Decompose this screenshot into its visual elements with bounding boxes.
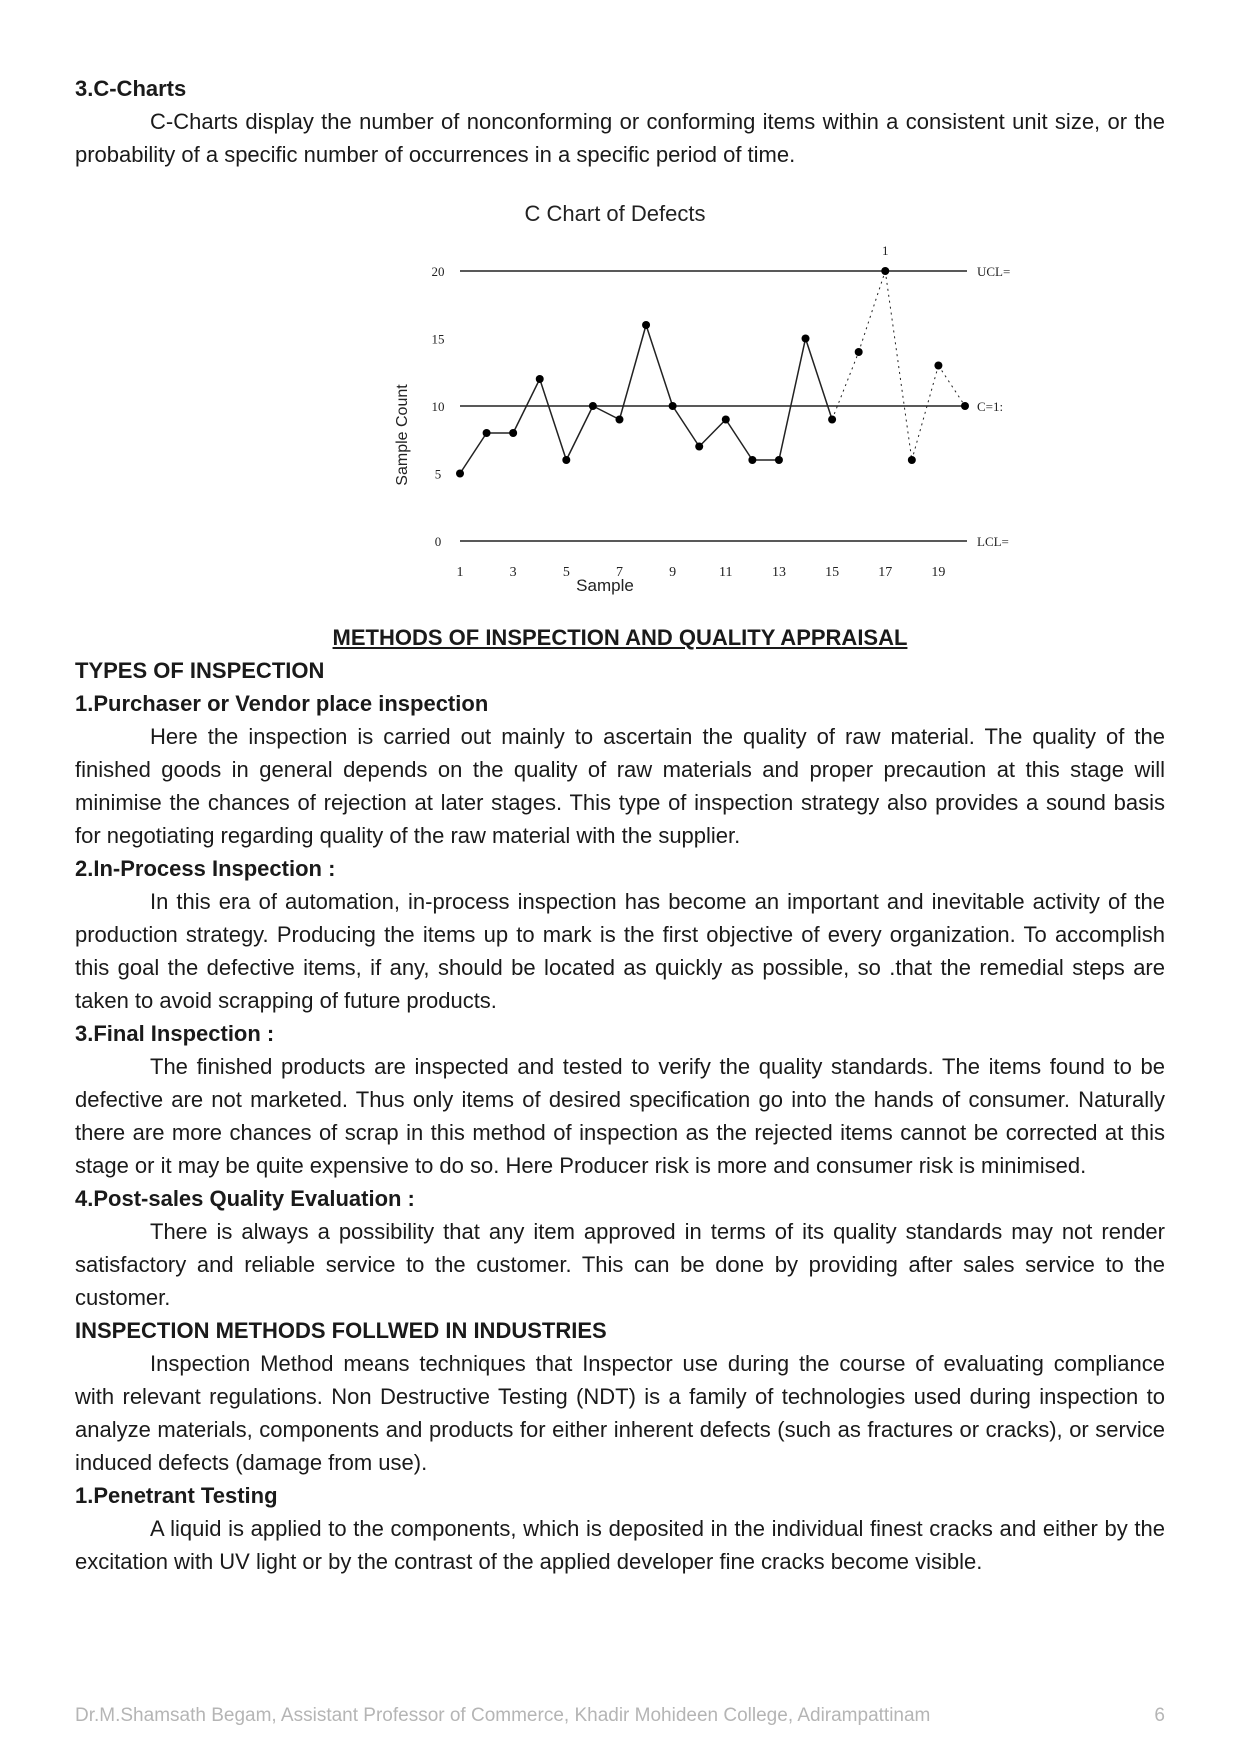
x-tick-label: 3	[509, 565, 517, 580]
data-point	[615, 416, 623, 424]
chart-ylabel: Sample Count	[394, 384, 411, 486]
x-tick-label: 9	[669, 565, 677, 580]
out-of-control-marker: 1	[882, 243, 889, 258]
x-tick-label: 13	[771, 565, 786, 580]
page-number: 6	[1154, 1705, 1165, 1726]
penetrant-text: A liquid is applied to the components, which is deposited in the individual finest cracks and either by the excitation with UV light or by the contrast of the applied developer fine cracks become visible.	[75, 1516, 1165, 1574]
data-point	[669, 402, 677, 410]
data-point	[748, 456, 756, 464]
data-point	[934, 362, 942, 370]
type-heading: 1.Purchaser or Vendor place inspection	[75, 691, 489, 716]
c-chart-svg	[75, 171, 1165, 621]
x-tick-label: 17	[878, 565, 893, 580]
series-segment	[806, 339, 833, 420]
x-tick-label: 19	[931, 565, 946, 580]
series-segment	[673, 406, 700, 447]
methods-title: METHODS OF INSPECTION AND QUALITY APPRAISAL	[332, 625, 908, 650]
y-tick-label: 20	[431, 264, 445, 279]
chart-xlabel: Sample	[576, 576, 634, 595]
data-point	[881, 267, 889, 275]
chart-marks	[432, 243, 1011, 580]
series-segment	[646, 325, 673, 406]
type-text: There is always a possibility that any item approved in terms of its quality standards may not render satisfactory and reliable service to the customer. This can be done by providing after sales service to the customer.	[75, 1219, 1165, 1310]
y-tick-label: 10	[431, 399, 445, 414]
center-line-label: C=1:	[977, 399, 1004, 414]
data-point	[961, 402, 969, 410]
series-segment	[540, 379, 567, 460]
x-tick-label: 1	[456, 565, 464, 580]
y-tick-label: 15	[431, 331, 445, 347]
type-text: Here the inspection is carried out mainly to ascertain the quality of raw material. The quality of the finished goods in general depends on the quality of raw materials and proper precaution at this stage will minimise the chances of rejection at later stages. This type of inspection strategy also provides a sound basis for negotiating regarding quality of the raw material with the supplier.	[75, 724, 1165, 848]
series-segment	[460, 433, 487, 474]
series-segment	[699, 420, 726, 447]
type-heading: 4.Post-sales Quality Evaluation :	[75, 1186, 415, 1211]
series-segment	[832, 352, 859, 420]
data-point	[775, 456, 783, 464]
type-text: The finished products are inspected and tested to verify the quality standards. The items found to be defective are not marketed. Thus only items of desired specification go into the hands of consumer. Naturally there are more chances of scrap in this method of inspection as the rejected items cannot be corrected at this stage or it may be quite expensive to do so. Here Producer risk is more and consumer risk is minimised.	[75, 1054, 1165, 1178]
data-point	[855, 348, 863, 356]
page-footer	[75, 1703, 1165, 1729]
data-point	[722, 416, 730, 424]
lcl-label: LCL=	[977, 534, 1009, 549]
data-point	[642, 321, 650, 329]
y-tick-label: 0	[434, 534, 442, 549]
penetrant-heading: 1.Penetrant Testing	[75, 1483, 278, 1508]
data-point	[483, 429, 491, 437]
chart-title: C Chart of Defects	[524, 201, 706, 226]
c-chart	[75, 171, 1165, 621]
data-point	[908, 456, 916, 464]
series-segment	[566, 406, 593, 460]
series-segment	[912, 366, 939, 461]
type-heading: 2.In-Process Inspection :	[75, 856, 336, 881]
data-point	[589, 402, 597, 410]
series-segment	[859, 271, 886, 352]
data-point	[536, 375, 544, 383]
methods-heading: INSPECTION METHODS FOLLWED IN INDUSTRIES	[75, 1318, 607, 1343]
y-tick-label: 5	[434, 466, 442, 482]
data-point	[802, 335, 810, 343]
series-segment	[885, 271, 912, 460]
section-intro: C-Charts display the number of nonconforming or conforming items within a consistent unit size, or the probability of a specific number of occurrences in a specific period of time.	[75, 109, 1165, 167]
section-heading: 3.C-Charts	[75, 76, 187, 101]
x-tick-label: 5	[562, 565, 570, 580]
data-point	[828, 416, 836, 424]
document-page	[75, 72, 1165, 1578]
data-point	[456, 470, 464, 478]
x-tick-label: 11	[719, 565, 733, 580]
series-segment	[779, 339, 806, 461]
type-text: In this era of automation, in-process inspection has become an important and inevitable activity of the production strategy. Producing the items up to mark is the first objective of every organization. To accomplish this goal the defective items, if any, should be located as quickly as possible, so .that the remedial steps are taken to avoid scrapping of future products.	[75, 889, 1165, 1013]
type-heading: 3.Final Inspection :	[75, 1021, 275, 1046]
footer-author: Dr.M.Shamsath Begam, Assistant Professor of Commerce, Khadir Mohideen College, Adirampattinam	[75, 1705, 931, 1726]
series-segment	[593, 406, 620, 420]
data-point	[509, 429, 517, 437]
data-point	[562, 456, 570, 464]
types-heading: TYPES OF INSPECTION	[75, 658, 325, 683]
ucl-label: UCL=	[977, 264, 1011, 279]
x-tick-label: 7	[615, 565, 623, 580]
series-segment	[938, 366, 965, 407]
methods-intro: Inspection Method means techniques that Inspector use during the course of evaluating compliance with relevant regulations. Non Destructive Testing (NDT) is a family of technologies used during inspection to analyze materials, components and products for either inherent defects (such as fractures or cracks), or service induced defects (damage from use).	[75, 1351, 1165, 1475]
x-tick-label: 15	[825, 565, 840, 580]
series-segment	[726, 420, 753, 461]
data-point	[695, 443, 703, 451]
